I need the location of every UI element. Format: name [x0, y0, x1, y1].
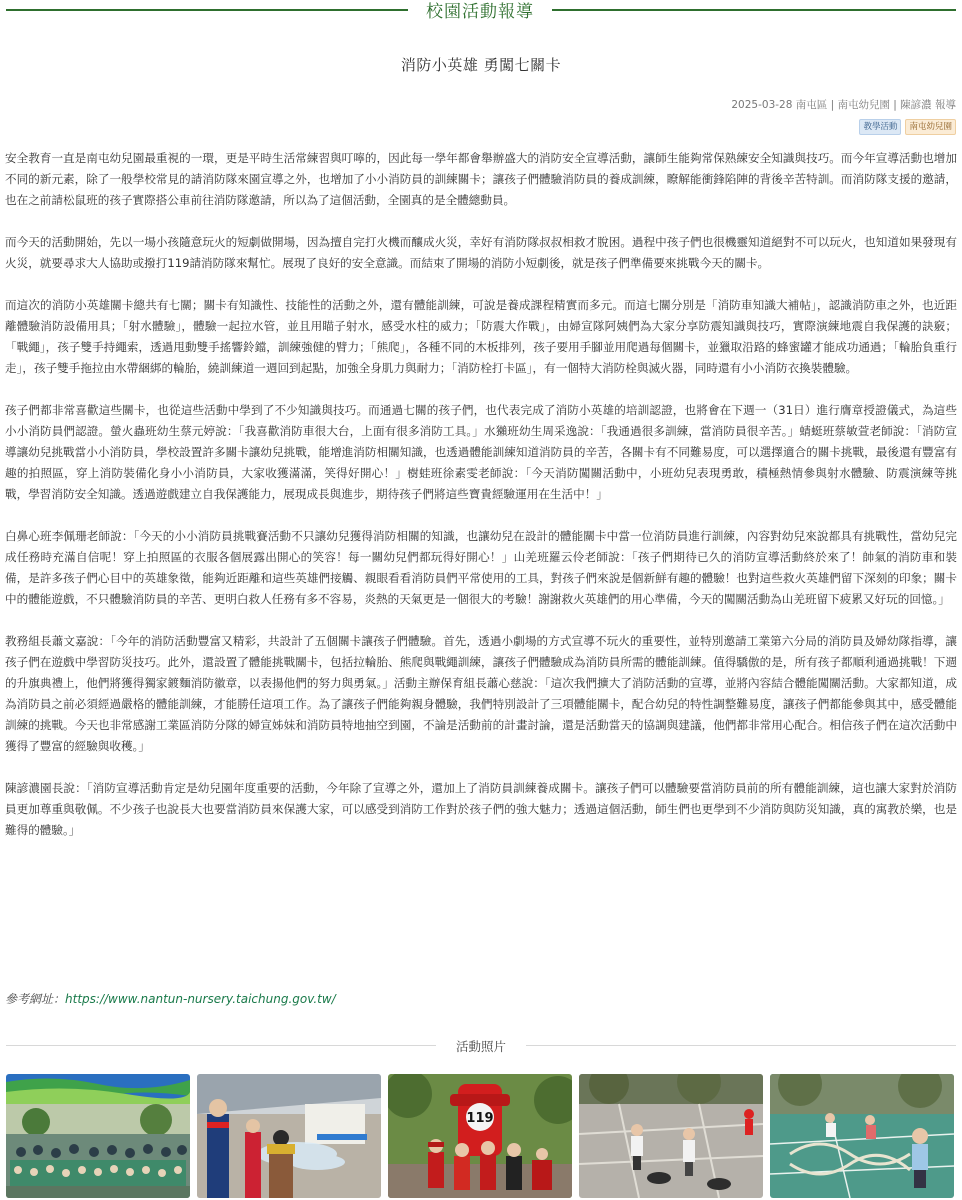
- gallery-photo-tire-pulling[interactable]: [579, 1074, 763, 1198]
- reference-link[interactable]: https://www.nantun-nursery.taichung.gov.tw/: [65, 992, 336, 1006]
- photo-section-header: [0, 1036, 962, 1056]
- article-meta: 2025-03-28 南屯區 | 南屯幼兒園 | 陳諺濃 報導: [731, 99, 956, 111]
- section-header-rule-right: [552, 9, 956, 11]
- tag-teaching-activity[interactable]: 教學活動: [859, 119, 901, 135]
- gallery-photo-battle-rope[interactable]: [770, 1074, 954, 1198]
- article-tags: [859, 119, 956, 135]
- reference-label: 參考網址：: [5, 992, 66, 1006]
- gallery-photo-group[interactable]: [6, 1074, 190, 1198]
- gallery-photo-firefighter[interactable]: [197, 1074, 381, 1198]
- svg-text:119: 119: [466, 1111, 494, 1126]
- firefighter-water-image: [197, 1074, 381, 1198]
- article-title: 消防小英雄 勇闖七關卡: [400, 56, 562, 74]
- photo-gallery: [6, 1074, 958, 1198]
- hydrant-119-image: [388, 1074, 572, 1198]
- article-paragraph: 而今天的活動開始，先以一場小孩隨意玩火的短劇做開場，因為擅自完打火機而釀成火災，幸好有消防隊叔叔相救才脫困。過程中孩子們也很機靈知道絕對不可以玩火，也知道如果發現有火災，就要尋求大人協助或撥打119請消防隊來幫忙。展現了良好的安全意識。而結束了開場的消防小短劇後，就是孩子們準備要來挑戰今天的關卡。: [5, 235, 957, 270]
- article-paragraph: 而這次的消防小英雄關卡總共有七關；關卡有知識性、技能性的活動之外，還有體能訓練，可說是養成課程精實而多元。而這七關分別是「消防車知識大補帖」，認識消防車之外，也近距離體驗消防設備用具；「射水體驗」，體驗一起拉水管，並且用瞄子射水，感受水柱的威力；「防震大作戰」，由婦宣隊阿姨們為大家分享防震知識與技巧，實際演練地震自我保護的訣竅；「戰繩」，孩子雙手持繩索，透過甩動雙手搖響鈴鐺，訓練強健的臂力；「熊爬」，各種不同的木板排列，孩子要用手腳並用爬過每個關卡，並獵取沿路的蜂蜜罐才能成功通過；「輪胎負重行走」，孩子雙手拖拉由水帶綑綁的輪胎，繞訓練道一週回到起點，加強全身肌力與耐力；「消防栓打卡區」，有一個特大消防栓與滅火器，同時還有小小消防衣換裝體驗。: [5, 298, 957, 375]
- article-paragraph: 教務組長蕭文嘉說：「今年的消防活動豐富又精彩，共設計了五個關卡讓孩子們體驗。首先，透過小劇場的方式宣導不玩火的重要性，並特別邀請工業第六分局的消防員及婦幼隊指導，讓孩子們在遊戲中學習防災技巧。此外，還設置了體能挑戰關卡，包括拉輪胎、熊爬與戰繩訓練，讓孩子們體驗成為消防員所需的體能訓練。值得驕傲的是，所有孩子都順利通過挑戰！下週的升旗典禮上，他們將獲得獨家鍍麵消防徽章，以表揚他們的努力與勇氣。」活動主辦保育組長蕭心慈說：「這次我們擴大了消防活動的宣導，並將內容結合體能闖關活動。大家都知道，成為消防員之前必須經過嚴格的體能訓練，才能勝任這項工作。為了讓孩子們能夠親身體驗，我們特別設計了三項體能關卡，配合幼兒的特性調整難易度，讓孩子們都能參與其中，感受體能訓練的挑戰。今天也非常感謝工業區消防分隊的婦宣姊妹和消防員特地抽空到園，不論是活動前的計畫討論，還是活動當天的協調與建議，他們都非常用心配合。相信孩子們在這次活動中獲得了豐富的經驗與收穫。」: [5, 634, 957, 753]
- article-paragraph: 安全教育一直是南屯幼兒園最重視的一環，更是平時生活常練習與叮嚀的，因此每一學年都會舉辦盛大的消防安全宣導活動，讓師生能夠常保熟練安全知識與技巧。而今年宣導活動也增加不同的新元素，除了一般學校常見的請消防隊來園宣導之外，也增加了小小消防員的訓練關卡；讓孩子們體驗消防員的養成訓練，瞭解能衝鋒陷陣的背後辛苦特訓。而消防隊支援的邀請，也在之前請松鼠班的孩子實際搭公車前往消防隊邀請，所以為了這個活動，全園真的是全體總動員。: [5, 151, 957, 207]
- section-title: 校園活動報導: [426, 2, 534, 22]
- section-header-rule-left: [6, 9, 408, 11]
- group-photo-image: [6, 1074, 190, 1198]
- gallery-photo-hydrant[interactable]: [388, 1074, 572, 1198]
- reference-line: [5, 990, 336, 1007]
- photo-header-rule-right: [526, 1045, 956, 1046]
- article-paragraph: 陳諺濃園長說：「消防宣導活動肯定是幼兒園年度重要的活動，今年除了宣導之外，還加上了消防員訓練養成關卡。讓孩子們可以體驗要當消防員前的所有體能訓練，這也讓大家對於消防員更加尊重與敬佩。不少孩子也說長大也要當消防員來保護大家，可以感受到消防工作對於孩子們的強大魅力；透過這個活動，師生們也更學到不少消防與防災知識，真的寓教於樂，也是難得的體驗。」: [5, 781, 957, 837]
- section-header: [0, 0, 962, 20]
- article-paragraph: 白鼻心班李佩珊老師說：「今天的小小消防員挑戰賽活動不只讓幼兒獲得消防相關的知識，也讓幼兒在設計的體能關卡中當一位消防員進行訓練，內容對幼兒來說都具有挑戰性，當幼兒完成任務時充滿自信呢！穿上拍照區的衣服各個展露出開心的笑容！每一關幼兒們都玩得好開心！」山羌班羅云伶老師說：「孩子們期待已久的消防宣導活動終於來了！帥氣的消防車和裝備，是許多孩子們心目中的英雄象徵，能夠近距離和這些英雄們接觸、親眼看看消防員們平常使用的工具，對孩子們來說是個新鮮有趣的體驗！也對這些救火英雄們留下深刻的印象；關卡中的體能遊戲，不只體驗消防員的辛苦、更明白救人任務有多不容易，炎熱的天氣更是一個很大的考驗！謝謝救火英雄們的用心準備，今天的闖關活動為山羌班留下疲累又好玩的回憶。」: [5, 529, 957, 606]
- photo-header-rule-left: [6, 1045, 436, 1046]
- tag-school[interactable]: 南屯幼兒園: [905, 119, 956, 135]
- article-body: [5, 148, 957, 862]
- battle-rope-image: [770, 1074, 954, 1198]
- tire-pulling-image: [579, 1074, 763, 1198]
- photo-section-title: 活動照片: [455, 1039, 506, 1054]
- article-paragraph: 孩子們都非常喜歡這些關卡，也從這些活動中學到了不少知識與技巧。而通過七關的孩子們，也代表完成了消防小英雄的培訓認證，也將會在下週一（31日）進行膺章授證儀式，為這些小小消防員們認證。螢火蟲班幼生蔡元婷說：「我喜歡消防車很大台，上面有很多消防工具。」水獺班幼生周采逸說：「我通過很多訓練，當消防員很辛苦。」蜻蜓班蔡敏萱老師說：「消防宣導讓幼兒挑戰當小小消防員，學校設置許多關卡讓幼兒挑戰，能增進消防相關知識，也透過體能訓練知道消防員的辛苦，各關卡有不同難易度，可以選擇適合的關卡挑戰，最後還有豐富有趣的拍照區，穿上消防裝備化身小小消防員，大家收獲滿滿，笑得好開心！」樹蛙班徐素雯老師說：「今天消防闖關活動中，小班幼兒表現勇敢，積極熱情參與射水體驗、防震演練等挑戰，學習消防安全知識。透過遊戲建立自我保護能力，展現成長與進步，期待孩子們將這些寶貴經驗運用在生活中！」: [5, 403, 957, 501]
